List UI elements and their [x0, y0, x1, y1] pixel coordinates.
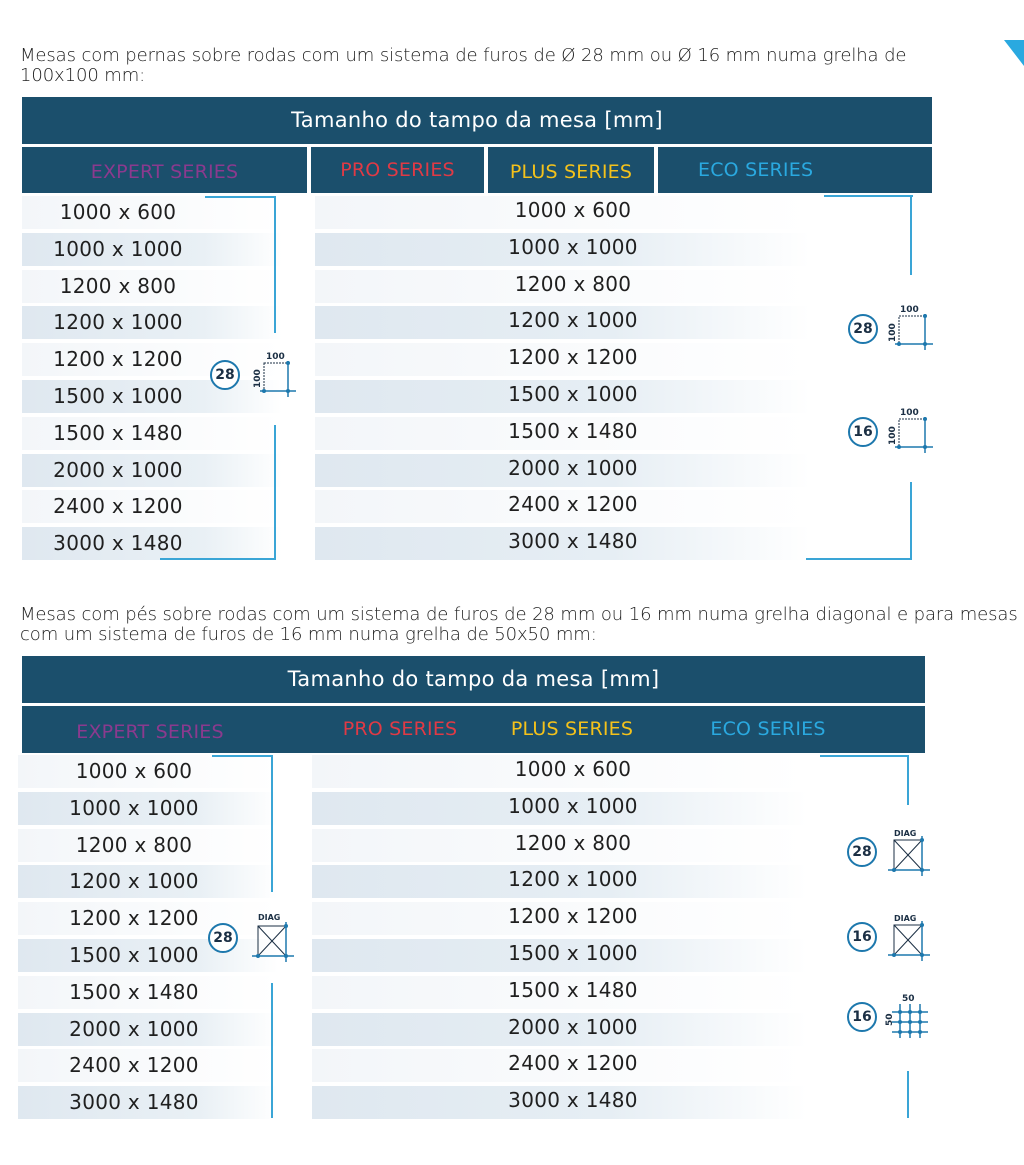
table-2-expert-size: 2000 x 1000: [69, 1016, 199, 1041]
table-1-pro-header: PRO SERIES: [311, 147, 484, 193]
table-2-eco-hole-16-icon-a: 16: [847, 922, 877, 952]
table-2-eco-header: ECO SERIES: [710, 718, 826, 740]
grid-label-100: 100: [900, 408, 919, 418]
table-2-eco-diagonal-grid-icon-a: [886, 826, 932, 878]
table-1-expert-size: 3000 x 1480: [53, 531, 183, 556]
table-1-expert-size: 1000 x 1000: [53, 236, 183, 261]
intro-text-2: Mesas com pés sobre rodas com um sistema de furos de 28 mm ou 16 mm numa grelha diagonal e para mesas com um sistema de furos de 16 mm numa grelha de 50x50 mm:: [20, 604, 1018, 645]
table-1-expert-size: 1200 x 1200: [53, 347, 183, 372]
table-1-plus-size: 3000 x 1480: [508, 529, 638, 554]
table-2-expert-size: 1200 x 800: [75, 832, 193, 857]
table-2-eco-bracket-lower: [907, 1071, 909, 1118]
table-2-plus-size: 1200 x 1200: [508, 904, 638, 929]
table-1-plus-size: 1500 x 1480: [508, 418, 638, 443]
table-2-expert-bracket-upper: [271, 755, 273, 892]
table-2-plus-size: 1000 x 1000: [508, 793, 638, 818]
table-2-plus-size: 1500 x 1480: [508, 977, 638, 1002]
table-2-eco-bracket-top: [820, 755, 909, 757]
table-2-plus-size: 3000 x 1480: [508, 1088, 638, 1113]
corner-accent-icon: [1000, 36, 1024, 76]
table-2-expert-header: EXPERT SERIES: [76, 721, 224, 743]
grid-label-50: 50: [902, 994, 915, 1004]
grid-label-100-vertical: 100: [253, 369, 263, 388]
table-1-plus-size: 2000 x 1000: [508, 455, 638, 480]
table-2-expert-size: 1500 x 1480: [69, 979, 199, 1004]
table-2-expert-size: 2400 x 1200: [69, 1053, 199, 1078]
table-1-eco-square-grid-icon-a: [886, 302, 936, 352]
grid-label-100: 100: [266, 352, 285, 362]
table-1-plus-size: 2400 x 1200: [508, 492, 638, 517]
table-2-expert-bracket-lower: [271, 983, 273, 1118]
table-1-plus-size: 1000 x 600: [514, 198, 632, 222]
table-2-expert-size: 1200 x 1200: [69, 906, 199, 931]
table-1-expert-size: 2400 x 1200: [53, 494, 183, 519]
table-2-title: Tamanho do tampo da mesa [mm]: [22, 656, 925, 703]
table-1-eco-bracket-upper: [910, 195, 912, 275]
table-2-expert-diagonal-grid-icon: [250, 910, 296, 964]
table-2-expert-size: 1200 x 1000: [69, 869, 199, 894]
table-2-expert-hole-28-icon: 28: [208, 923, 238, 953]
table-2-plus-size: 1200 x 800: [514, 830, 632, 855]
table-2-plus-size: 1200 x 1000: [508, 867, 638, 892]
grid-label-100: 100: [900, 305, 919, 315]
table-2-expert-size: 1500 x 1000: [69, 943, 199, 967]
table-1-expert-size: 1200 x 1000: [53, 310, 183, 335]
grid-label-diag: DIAG: [894, 829, 917, 838]
table-2-expert-bracket-top: [212, 755, 273, 757]
table-1-expert-bracket-bottom: [160, 558, 276, 560]
table-2-expert-size: 3000 x 1480: [69, 1090, 199, 1115]
grid-label-diag: DIAG: [894, 914, 917, 923]
table-1-title: Tamanho do tampo da mesa [mm]: [22, 97, 932, 144]
grid-label-100-vertical: 100: [888, 323, 898, 342]
table-1-expert-square-grid-icon: [252, 350, 298, 400]
table-2-eco-bracket-upper: [907, 755, 909, 805]
table-1-expert-bracket-upper: [274, 196, 276, 333]
table-2-plus-size: 2000 x 1000: [508, 1014, 638, 1039]
table-1-plus-size: 1200 x 800: [514, 271, 632, 296]
table-2-eco-diagonal-grid-icon-b: [886, 911, 932, 963]
grid-label-diag: DIAG: [258, 913, 281, 922]
table-1-expert-size: 1500 x 1480: [53, 420, 183, 445]
table-1-expert-bracket-lower: [274, 425, 276, 560]
table-1-expert-size: 1500 x 1000: [53, 384, 183, 408]
table-1-plus-size: 1200 x 1000: [508, 308, 638, 333]
table-2-plus-header: PLUS SERIES: [510, 718, 634, 740]
table-1-eco-hole-16-icon: 16: [848, 417, 878, 447]
intro-text-1: Mesas com pernas sobre rodas com um sistema de furos de Ø 28 mm ou Ø 16 mm numa grelha de 100x100 mm:: [20, 45, 907, 86]
table-2-eco-hole-16-icon-b: 16: [847, 1002, 877, 1032]
table-1-plus-size: 1000 x 1000: [508, 234, 638, 259]
grid-label-100-vertical: 100: [888, 426, 898, 445]
table-1-eco-bracket-lower: [910, 482, 912, 560]
table-1-expert-size: 1000 x 600: [59, 200, 177, 224]
table-1-eco-square-grid-icon-b: [886, 405, 936, 455]
grid-label-50-vertical: 50: [885, 1013, 895, 1026]
table-2-eco-hole-28-icon: 28: [847, 837, 877, 867]
table-1-eco-header: ECO SERIES: [658, 147, 932, 193]
table-2-eco-fine-grid-icon: [884, 990, 932, 1040]
table-1-expert-size: 1200 x 800: [59, 273, 177, 298]
table-2-plus-size: 1500 x 1000: [508, 941, 638, 965]
table-1-plus-size: 1500 x 1000: [508, 382, 638, 406]
table-2-plus-size: 1000 x 600: [514, 757, 632, 781]
table-1-expert-bracket-top: [205, 196, 275, 198]
table-1-eco-hole-28-icon: 28: [848, 314, 878, 344]
table-1-eco-bracket-bottom: [806, 558, 912, 560]
table-1-plus-size: 1200 x 1200: [508, 345, 638, 370]
table-1-plus-header: PLUS SERIES: [488, 147, 654, 193]
table-2-expert-size: 1000 x 1000: [69, 795, 199, 820]
table-2-plus-size: 2400 x 1200: [508, 1051, 638, 1076]
table-2-pro-header: PRO SERIES: [342, 718, 458, 740]
table-1-expert-header: EXPERT SERIES: [22, 147, 307, 193]
table-1-eco-bracket-top: [824, 195, 913, 197]
table-1-expert-size: 2000 x 1000: [53, 457, 183, 482]
table-2-expert-size: 1000 x 600: [75, 759, 193, 783]
table-1-expert-hole-28-icon: 28: [210, 360, 240, 390]
